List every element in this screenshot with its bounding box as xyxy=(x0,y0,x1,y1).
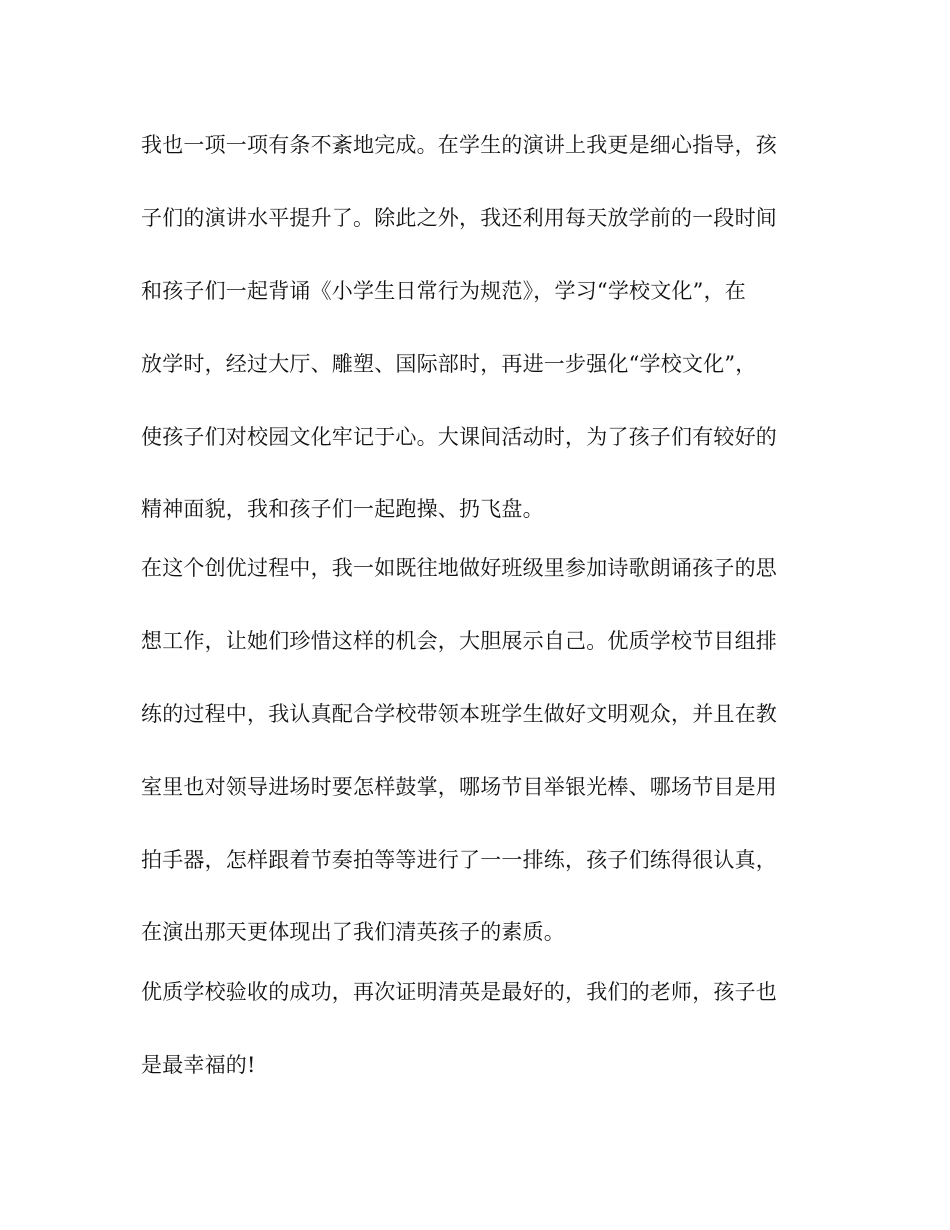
text-line: 拍手器，怎样跟着节奏拍等等进行了一一排练，孩子们练得很认真， xyxy=(141,848,777,872)
text-line: 子们的演讲水平提升了。除此之外，我还利用每天放学前的一段时间 xyxy=(141,206,777,230)
text-line: 使孩子们对校园文化牢记于心。大课间活动时，为了孩子们有较好的 xyxy=(141,425,777,449)
text-line: 在这个创优过程中，我一如既往地做好班级里参加诗歌朗诵孩子的思 xyxy=(141,556,777,580)
text-line: 放学时，经过大厅、雕塑、国际部时，再进一步强化“学校文化”， xyxy=(141,352,757,376)
text-line: 我也一项一项有条不紊地完成。在学生的演讲上我更是细心指导，孩 xyxy=(141,133,777,157)
text-line: 在演出那天更体现出了我们清英孩子的素质。 xyxy=(141,920,565,944)
text-line: 想工作，让她们珍惜这样的机会，大胆展示自己。优质学校节目组排 xyxy=(141,629,777,653)
text-line: 优质学校验收的成功，再次证明清英是最好的，我们的老师，孩子也 xyxy=(141,980,777,1004)
text-line: 和孩子们一起背诵《小学生日常行为规范》，学习“学校文化”，在 xyxy=(141,279,746,303)
text-line: 精神面貌，我和孩子们一起跑操、扔飞盘。 xyxy=(141,497,544,521)
text-line: 是最幸福的! xyxy=(141,1053,256,1077)
text-line: 练的过程中，我认真配合学校带领本班学生做好文明观众，并且在教 xyxy=(141,702,777,726)
text-line: 室里也对领导进场时要怎样鼓掌，哪场节目举银光棒、哪场节目是用 xyxy=(141,775,777,799)
